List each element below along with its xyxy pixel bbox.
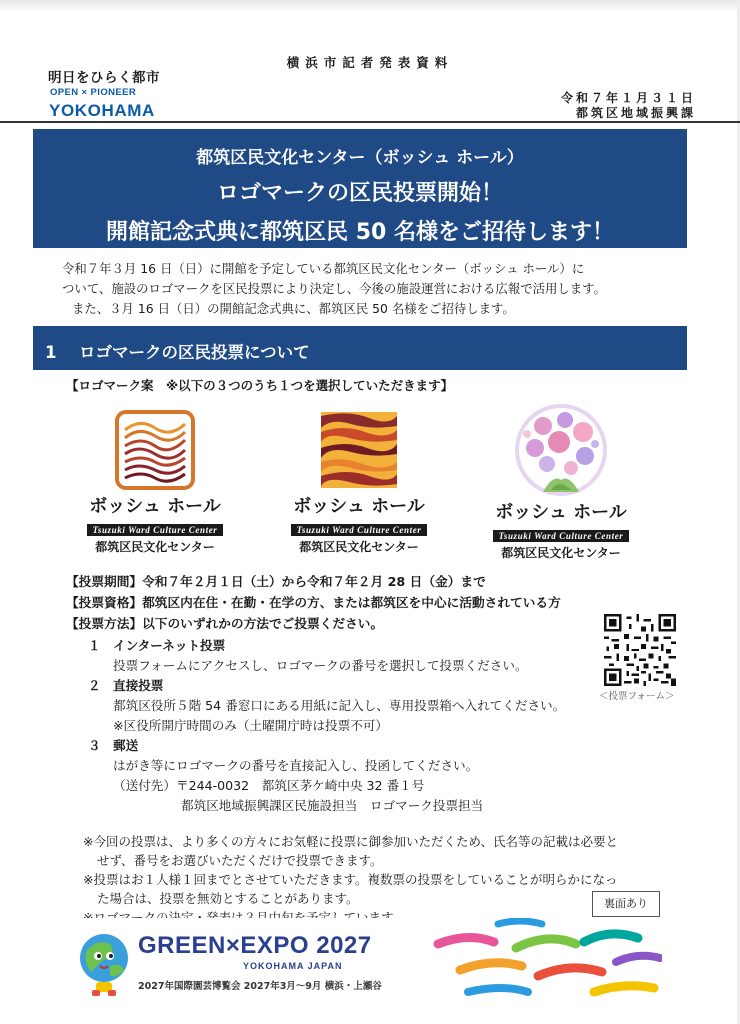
release-date: 令和７年１月３１日 <box>560 91 696 105</box>
expo-subtitle: YOKOHAMA JAPAN <box>243 961 343 971</box>
city-motto: 明日をひらく都市 <box>48 70 160 86</box>
rear-side-label: 裏面あり <box>592 891 660 917</box>
green-expo-banner <box>62 918 662 1002</box>
logo-mark-1 <box>115 410 195 490</box>
logo-candidates-heading: 【ロゴマーク案 ※以下の３つのうち１つを選択していただきます】 <box>66 378 454 393</box>
expo-mascot-globe-icon <box>78 932 130 998</box>
qr-caption: ＜投票フォーム＞ <box>599 691 675 702</box>
method-title: 直接投票 <box>113 678 164 693</box>
method-number: ３ <box>88 738 101 753</box>
vote-method <box>66 613 561 634</box>
logo-subtitle: 都筑区民文化センター <box>501 546 621 560</box>
note-line-cont: た場合は、投票を無効とすることがあります。 <box>97 891 359 906</box>
banner-line-1: 都筑区民文化センター（ボッシュ ホール） <box>196 148 524 168</box>
top-shadow <box>0 0 740 12</box>
method-line: （送付先）〒244-0032 都筑区茅ケ崎中央 32 番１号 <box>113 778 425 793</box>
vote-period <box>66 571 561 592</box>
logo-name: ボッシュ ホール <box>293 496 425 517</box>
note-line-cont: せず、番号をお選びいただくだけで投票できます。 <box>97 853 383 868</box>
section-title: ロゴマークの区民投票について <box>79 343 310 362</box>
note-line: ※今回の投票は、より多くの方々にお気軽に投票に御参加いただくため、氏名等の記載は必要と <box>83 834 618 849</box>
intro-line: ついて、施設のロゴマークを区民投票により決定し、今後の施設運営における広報で活用します。 <box>62 281 606 296</box>
logo-subtitle: 都筑区民文化センター <box>95 540 215 554</box>
logo-candidate-3 <box>471 404 651 561</box>
logo-mark-3 <box>513 404 609 496</box>
intro-paragraph <box>62 259 682 319</box>
method-line: 投票フォームにアクセスし、ロゴマークの番号を選択して投票ください。 <box>113 658 528 673</box>
banner-line-3: 開館記念式典に都筑区民 50 名様をご招待します！ <box>106 220 614 245</box>
logo-english-bar: Tsuzuki Ward Culture Center <box>291 524 428 536</box>
open-pioneer-logo: OPEN × PIONEER <box>50 87 137 98</box>
logo-candidate-1 <box>65 410 245 555</box>
department: 都筑区地域振興課 <box>575 106 696 120</box>
intro-line: また、３月 16 日（日）の開館記念式典に、都筑区民 50 名様をご招待します。 <box>72 301 515 316</box>
method-line: 都筑区役所５階 54 番窓口にある用紙に記入し、専用投票箱へ入れてください。 <box>113 698 566 713</box>
logo-name: ボッシュ ホール <box>89 496 221 517</box>
expo-ribbon-graphic <box>398 918 662 1002</box>
expo-title: GREEN×EXPO 2027 <box>138 932 372 959</box>
expo-date: 2027年国際園芸博覧会 2027年3月～9月 横浜・上瀬谷 <box>138 981 382 992</box>
section-heading <box>33 326 687 370</box>
method-line: はがき等にロゴマークの番号を直接記入し、投函してください。 <box>113 758 479 773</box>
method-number: １ <box>88 638 101 653</box>
method-line: ※区役所開庁時間のみ（土曜開庁時は投票不可） <box>113 718 389 733</box>
logo-name: ボッシュ ホール <box>495 502 627 523</box>
logo-english-bar: Tsuzuki Ward Culture Center <box>493 530 630 542</box>
vote-methods <box>88 636 565 816</box>
vote-eligibility-label: 【投票資格】 <box>66 595 143 610</box>
header-divider <box>0 121 740 123</box>
method-number: ２ <box>88 678 101 693</box>
headline-banner <box>33 129 687 248</box>
intro-line: 令和７年３月 16 日（日）に開館を予定している都筑区民文化センター（ボッシュ ホール）に <box>62 261 585 276</box>
method-internet <box>88 636 565 656</box>
method-title: 郵送 <box>113 738 139 753</box>
qr-code-icon[interactable] <box>604 614 676 686</box>
logo-candidate-2 <box>269 410 449 555</box>
vote-info <box>66 571 561 634</box>
vote-eligibility-text: 都筑区内在住・在勤・在学の方、または都筑区を中心に活動されている方 <box>142 595 561 610</box>
yokohama-logo: YOKOHAMA <box>49 101 155 120</box>
method-title: インターネット投票 <box>113 638 226 653</box>
banner-line-2: ロゴマークの区民投票開始！ <box>216 181 503 206</box>
vote-method-text: 以下のいずれかの方法でご投票ください。 <box>142 616 384 631</box>
note-line: ※投票はお１人様１回までとさせていただきます。複数票の投票をしていることが明らかになっ <box>83 872 618 887</box>
vote-eligibility <box>66 592 561 613</box>
method-mail <box>88 736 565 756</box>
vote-period-label: 【投票期間】 <box>66 574 143 589</box>
section-number: 1 <box>45 343 57 362</box>
method-line: 都筑区地域振興課区民施設担当 ロゴマーク投票担当 <box>181 798 484 813</box>
release-title: 横浜市記者発表資料 <box>286 55 454 70</box>
vote-method-label: 【投票方法】 <box>66 616 143 631</box>
logo-mark-2 <box>319 410 399 490</box>
logo-english-bar: Tsuzuki Ward Culture Center <box>87 524 224 536</box>
logo-subtitle: 都筑区民文化センター <box>299 540 419 554</box>
vote-period-text: 令和７年２月１日（土）から令和７年２月 28 日（金）まで <box>142 574 486 589</box>
notes <box>83 832 618 927</box>
method-direct <box>88 676 565 696</box>
